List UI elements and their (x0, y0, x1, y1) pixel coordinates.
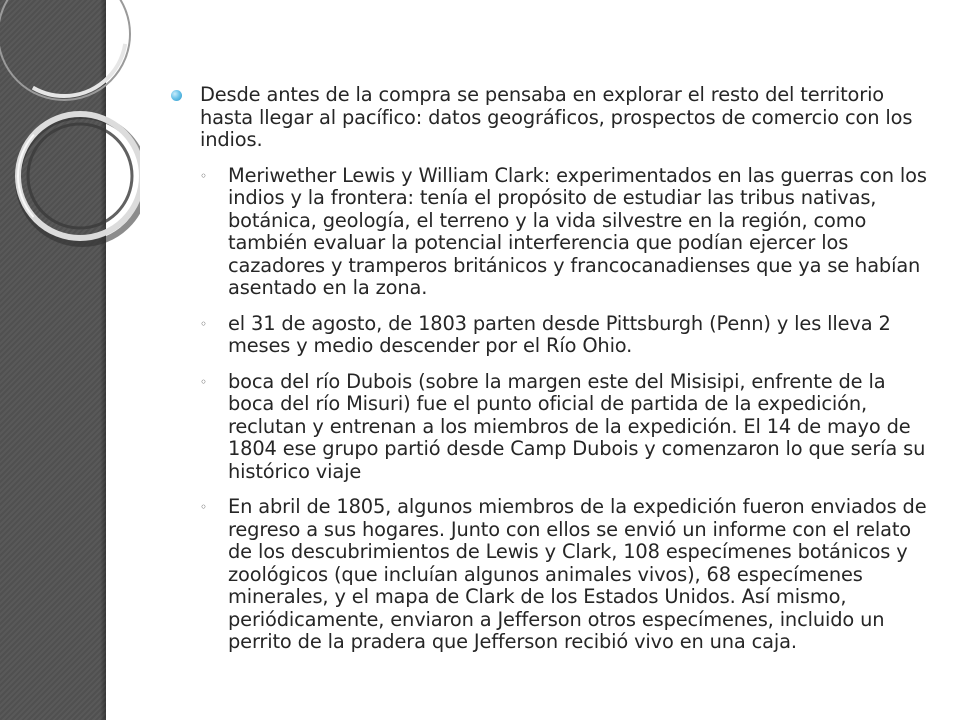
sub-bullet-text: boca del río Dubois (sobre la margen este del Misisipi, enfrente de la boca del río Misuri) fue el punto oficial de partida de la expedición, reclutan y entrenan a los miembros de la expedición. El 14 de mayo de 1804 ese grupo partió desde Camp Dubois y comenzaron lo que sería su histórico viaje (228, 369, 926, 483)
lower-ring (18, 114, 140, 238)
bullet-text: Desde antes de la compra se pensaba en explorar el resto del territorio hasta llegar al pacífico: datos geográficos, prospectos de comercio con los indios. (200, 83, 913, 151)
lower-ring-inner (28, 124, 132, 228)
sub-bullet-item (170, 165, 930, 300)
ring-bullet-icon: ◦ (200, 168, 207, 183)
upper-ring-highlight (2, 0, 126, 96)
upper-ring (0, 0, 130, 100)
bullet-item (170, 84, 930, 152)
sub-bullet-text: Meriwether Lewis y William Clark: experimentados en las guerras con los indios y la frontera: tenía el propósito de estudiar las tribus nativas, botánica, geología, el terreno y la vida silvestre en la región, como también evaluar la potencial interferencia que podían ejercer los cazadores y tramperos británicos y francocanadienses que ya se habían asentado en la zona. (228, 163, 927, 299)
ring-bullet-icon: ◦ (200, 316, 207, 331)
sub-bullet-item (170, 496, 930, 654)
slide-body (170, 84, 930, 667)
sub-bullet-item (170, 313, 930, 358)
sub-bullet-item (170, 371, 930, 484)
sub-bullet-text: el 31 de agosto, de 1803 parten desde Pittsburgh (Penn) y les lleva 2 meses y medio descender por el Río Ohio. (228, 311, 891, 357)
ring-bullet-icon: ◦ (200, 374, 207, 389)
ring-bullet-icon: ◦ (200, 500, 207, 514)
bullet-dot-icon (171, 90, 182, 101)
decorative-rings (0, 0, 140, 300)
sub-bullet-text: En abril de 1805, algunos miembros de la expedición fueron enviados de regreso a sus hogares. Junto con ellos se envió un informe con el relato de los descubrimientos de Lewis y Clark, 108 especímenes botánicos y zoológicos (que incluían algunos animales vivos), 68 especímenes minerales, y el mapa de Clark de los Estados Unidos. Así mismo, periódicamente, enviaron a Jefferson otros especímenes, incluido un perrito de la pradera que Jefferson recibió vivo en una caja. (228, 495, 927, 653)
